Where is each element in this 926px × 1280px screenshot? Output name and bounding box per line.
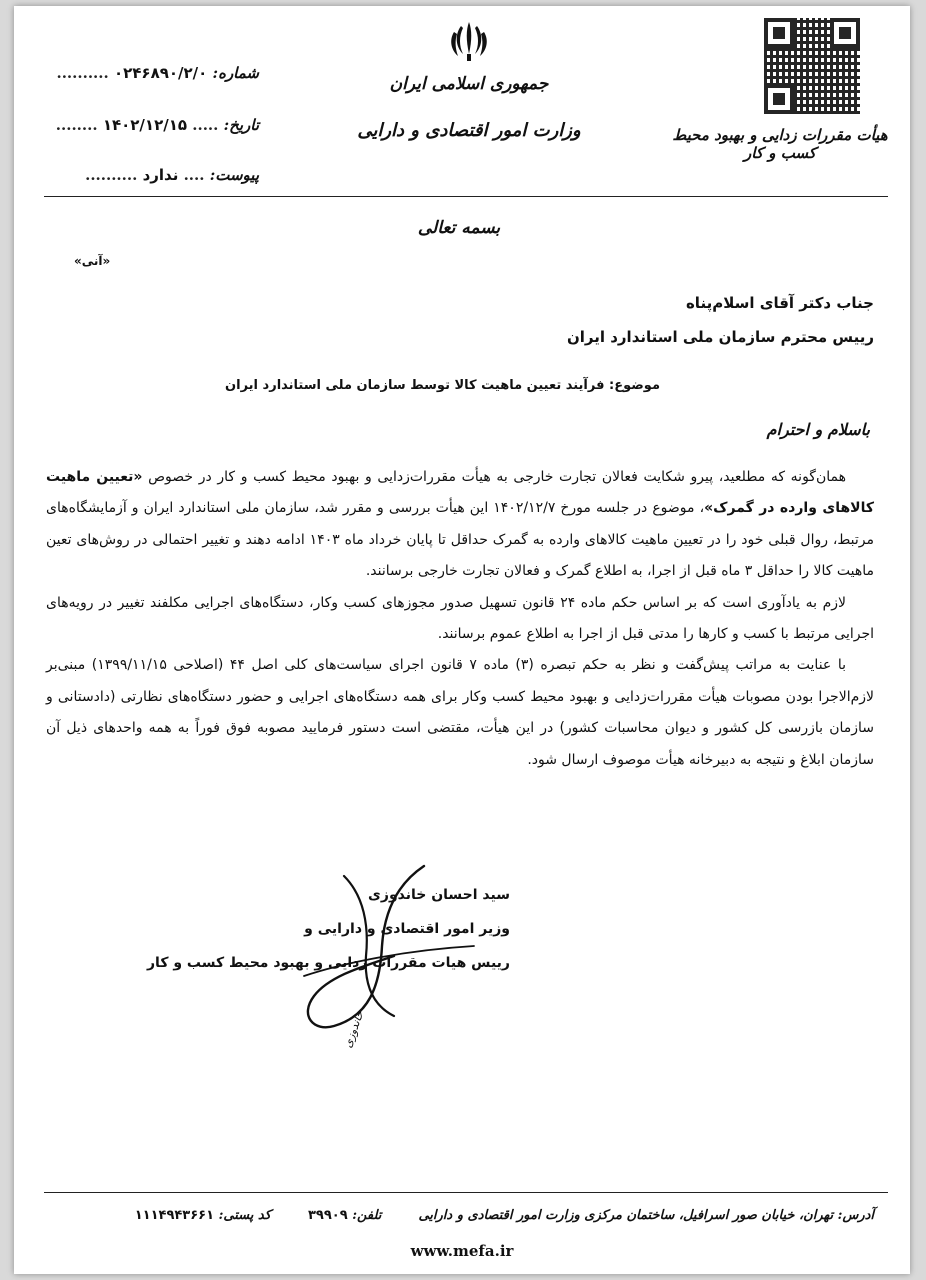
body-paragraph-3: با عنایت به مراتب پیش‌گفت و نظر به حکم تبصره (۳) ماده ۷ قانون اجرای سیاست‌های کلی اصل ۴۴ (اصلاحی ۱۳۹۹/۱۱/۱۵) مبنی‌بر لازم‌الاجرا بودن مصوبات هیأت مقررات‌زدایی و بهبود محیط کسب وکار برای همه دستگاه‌های اجرایی و حضور دستگاه‌های نظارتی (دادستانی و سازمان بازرسی کل کشور و دیوان محاسبات کشور) در این هیأت، مقتضی است دستور فرمایید مصوبه فوق فوراً به همه واحدهای ذیل آن سازمان ابلاغ و نتیجه به دبیرخانه هیأت موصوف ارسال شود. (46, 657, 874, 768)
postal-label: کد پستی: (218, 1208, 271, 1223)
ministry-title: وزارت امور اقتصادی و دارایی (357, 120, 581, 141)
date-label: تاریخ: (223, 116, 259, 134)
footer-divider (44, 1192, 888, 1193)
qr-code-icon (764, 18, 860, 114)
urgency-badge: «آنی» (74, 254, 111, 268)
bismillah: بسمه تعالی (417, 218, 501, 238)
handwritten-signature-icon (274, 856, 494, 1056)
number-label: شماره: (212, 64, 259, 82)
republic-title: جمهوری اسلامی ایران (389, 74, 549, 94)
postal-value: ۱۱۱۴۹۴۳۶۶۱ (134, 1208, 215, 1223)
attachment-label: پیوست: (209, 166, 259, 184)
handwritten-name: خاندوزی (341, 1009, 367, 1050)
signatory-title-1: وزیر امور اقتصادی و دارایی و (304, 921, 510, 937)
phone-value: ۳۹۹۰۹ (307, 1208, 348, 1223)
signatory-title-2: رییس هیات مقررات زدایی و بهبود محیط کسب و کار (147, 955, 510, 971)
addressee-title: رییس محترم سازمان ملی استاندارد ایران (566, 328, 874, 346)
subject-line: موضوع: فرآیند تعیین ماهیت کالا توسط سازمان ملی استاندارد ایران (225, 378, 660, 393)
addressee-name: جناب دکتر آقای اسلام‌پناه (685, 294, 874, 312)
board-name: هیأت مقررات زدایی و بهبود محیط کسب و کار (672, 126, 888, 162)
phone-label: تلفن: (352, 1208, 382, 1223)
attachment-value: ندارد (142, 166, 179, 184)
footer-address: آدرس: تهران، خیابان صور اسرافیل، ساختمان مرکزی وزارت امور اقتصادی و دارایی (418, 1208, 874, 1223)
topic-bold: «تعیین ماهیت کالاهای وارده در گمرک» (46, 469, 874, 517)
greeting: باسلام و احترام (766, 420, 870, 439)
letter-number-row: شماره: ۰۲۴۶۸۹۰/۲/۰ .......... (56, 64, 259, 82)
footer-contact (84, 1208, 874, 1223)
header-divider (44, 196, 888, 197)
body-paragraph-2: لازم به یادآوری است که بر اساس حکم ماده ۲۴ قانون تسهیل صدور مجوزهای کسب وکار، دستگاه‌های اجرایی مکلفند تغییر در رویه‌های اجرایی مرتبط با کسب و کارها را مدتی قبل از اجرا به اطلاع عموم برسانند. (46, 594, 874, 643)
date-value: ۱۴۰۲/۱۲/۱۵ (102, 116, 188, 134)
letter-body (46, 462, 874, 776)
iran-emblem-icon (446, 18, 492, 64)
signatory-name: سید احسان خاندوزی (368, 887, 510, 903)
letter-date-row: تاریخ: ..... ۱۴۰۲/۱۲/۱۵ ........ (55, 116, 259, 134)
body-paragraph-1: همان‌گونه که مطلعید، پیرو شکایت فعالان تجارت خارجی به هیأت مقررات‌زدایی و بهبود محیط کسب و کار در خصوص «تعیین ماهیت کالاهای وارده در گمرک»، موضوع در جلسه مورخ ۱۴۰۲/۱۲/۷ این هیأت بررسی و مقرر شد، سازمان ملی استاندارد ایران و آزمایشگاه‌های مرتبط، روال قبلی خود را در تعیین ماهیت کالاهای وارده به گمرک حداقل تا پایان خرداد ماه ۱۴۰۳ ادامه دهند و تغییر احتمالی در روش‌های تعین ماهیت کالا را حداقل ۳ ماه قبل از اجرا، به اطلاع گمرک و فعالان تجارت خارجی برسانند. (46, 469, 875, 580)
website-link[interactable]: www.mefa.ir (410, 1242, 514, 1260)
attachment-row: پیوست: .... ندارد .......... (85, 166, 259, 184)
letter-page (14, 6, 910, 1274)
number-value: ۰۲۴۶۸۹۰/۲/۰ (113, 64, 208, 82)
